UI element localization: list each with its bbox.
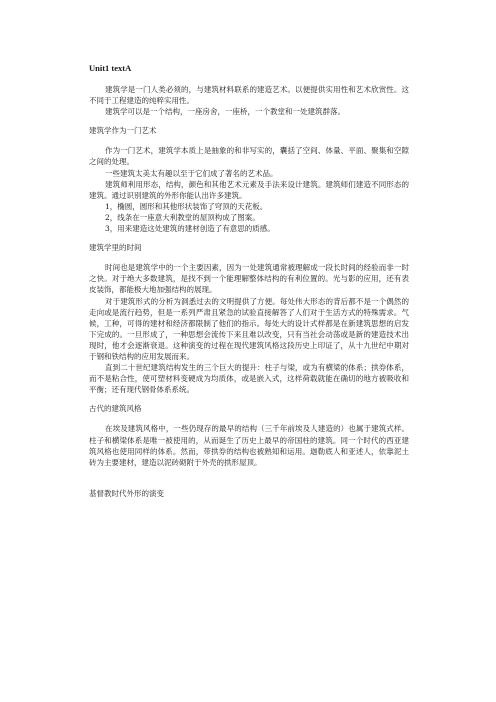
body-paragraph: 一些建筑太美太有趣以至于它们成了著名的艺术品。 bbox=[105, 168, 278, 178]
spacer bbox=[89, 395, 409, 403]
spacer bbox=[89, 253, 409, 262]
spacer bbox=[89, 117, 409, 125]
body-paragraph: 在埃及建筑风格中，一些仍现存的最早的结构（三千年前埃及人建造的）也属于建筑式样。柱子和横梁体系是唯一被使用的，从而诞生了历史上最早的帝国柱的建筑。同一个时代的西亚建筑风格也使用同样的体系。然而，带拱券的结构也被熟知和运用。迦勒底人和亚述人，依靠泥土砖为主要建材，建造以泥砖砌附于外壳的拱形屋顶。 bbox=[89, 424, 409, 467]
intro-paragraph: 建筑学是一门人类必须的，与建筑材料联系的建造艺术。以便提供实用性和艺术欣赏性。这不同于工程建造的纯粹实用性。 bbox=[89, 85, 409, 106]
spacer bbox=[89, 234, 409, 242]
section-heading-christian-era: 基督教时代外形的演变 bbox=[89, 488, 164, 498]
section-heading-ancient-styles: 古代的建筑风格 bbox=[89, 404, 142, 414]
list-item: 2，线条在一座意大利教堂的屋顶构成了图案。 bbox=[105, 212, 260, 222]
list-item: 1，椭圆，圆形和其他形状装饰了穹顶的天花板。 bbox=[105, 201, 268, 211]
spacer bbox=[89, 136, 409, 145]
section-heading-architecture-as-art: 建筑学作为一门艺术 bbox=[89, 126, 157, 136]
intro-paragraph: 建筑学可以是一个结构，一座房舍，一座桥，一个教堂和一处建筑群落。 bbox=[105, 107, 345, 117]
document-content bbox=[89, 62, 409, 499]
body-paragraph: 直到二十世纪建筑结构发生的三个巨大的提升：柱子与梁，或为有横梁的体系；拱券体系，而不是粘合性，使可塑材料变硬成为均质体，或是嵌入式，这样荷载就能在确切的地方被吸收和平衡；还有现代钢骨体系系统。 bbox=[89, 363, 409, 395]
list-item: 3，用来建造这处建筑的建材创造了有意思的质感。 bbox=[105, 224, 275, 234]
body-paragraph: 对于建筑形式的分析为洞悉过去的文明提供了方便。每处伟大形态的背后都不是一个偶然的走向或是流行趋势，但是一系列严肃且紧急的试验直接解答了人们对于生活方式的特殊需求。气候，工种，可得的建材和经济都限制了他们的指示。每处大的设计式样都是在新建筑思想的启发下完成的。一旦形成了，一种思想会流传下来且难以改变，只有当社会动荡或是新的建造技术出现时，他才会逐渐衰退。这种演变的过程在现代建筑风格这段历史上印证了，从十九世纪中期对于钢和铁结构的应用发展而来。 bbox=[89, 296, 409, 361]
spacer bbox=[89, 414, 409, 423]
section-heading-time-in-architecture: 建筑学里的时间 bbox=[89, 243, 142, 253]
body-paragraph: 作为一门艺术，建筑学本质上是抽象的和非写实的，囊括了空间、体量、平面、聚集和空隙之间的处理。 bbox=[89, 146, 409, 167]
body-paragraph: 建筑师利用形态，结构，颜色和其他艺术元素及手法来设计建筑。建筑师们建造不同形态的建筑。通过识别建筑的外形你能认出许多建筑。 bbox=[89, 179, 409, 200]
document-title: Unit1 textA bbox=[89, 63, 132, 73]
spacer bbox=[89, 468, 409, 488]
body-paragraph: 时间也是建筑学中的一个主要因素，因为一处建筑通常被理解成一段长时间的经验而非一时之快。对于绝大多数建筑，是找不到一个能理解整体结构的有利位置的。光与影的应用，还有表皮装饰，都能极大地加强结构的展现。 bbox=[89, 263, 409, 295]
